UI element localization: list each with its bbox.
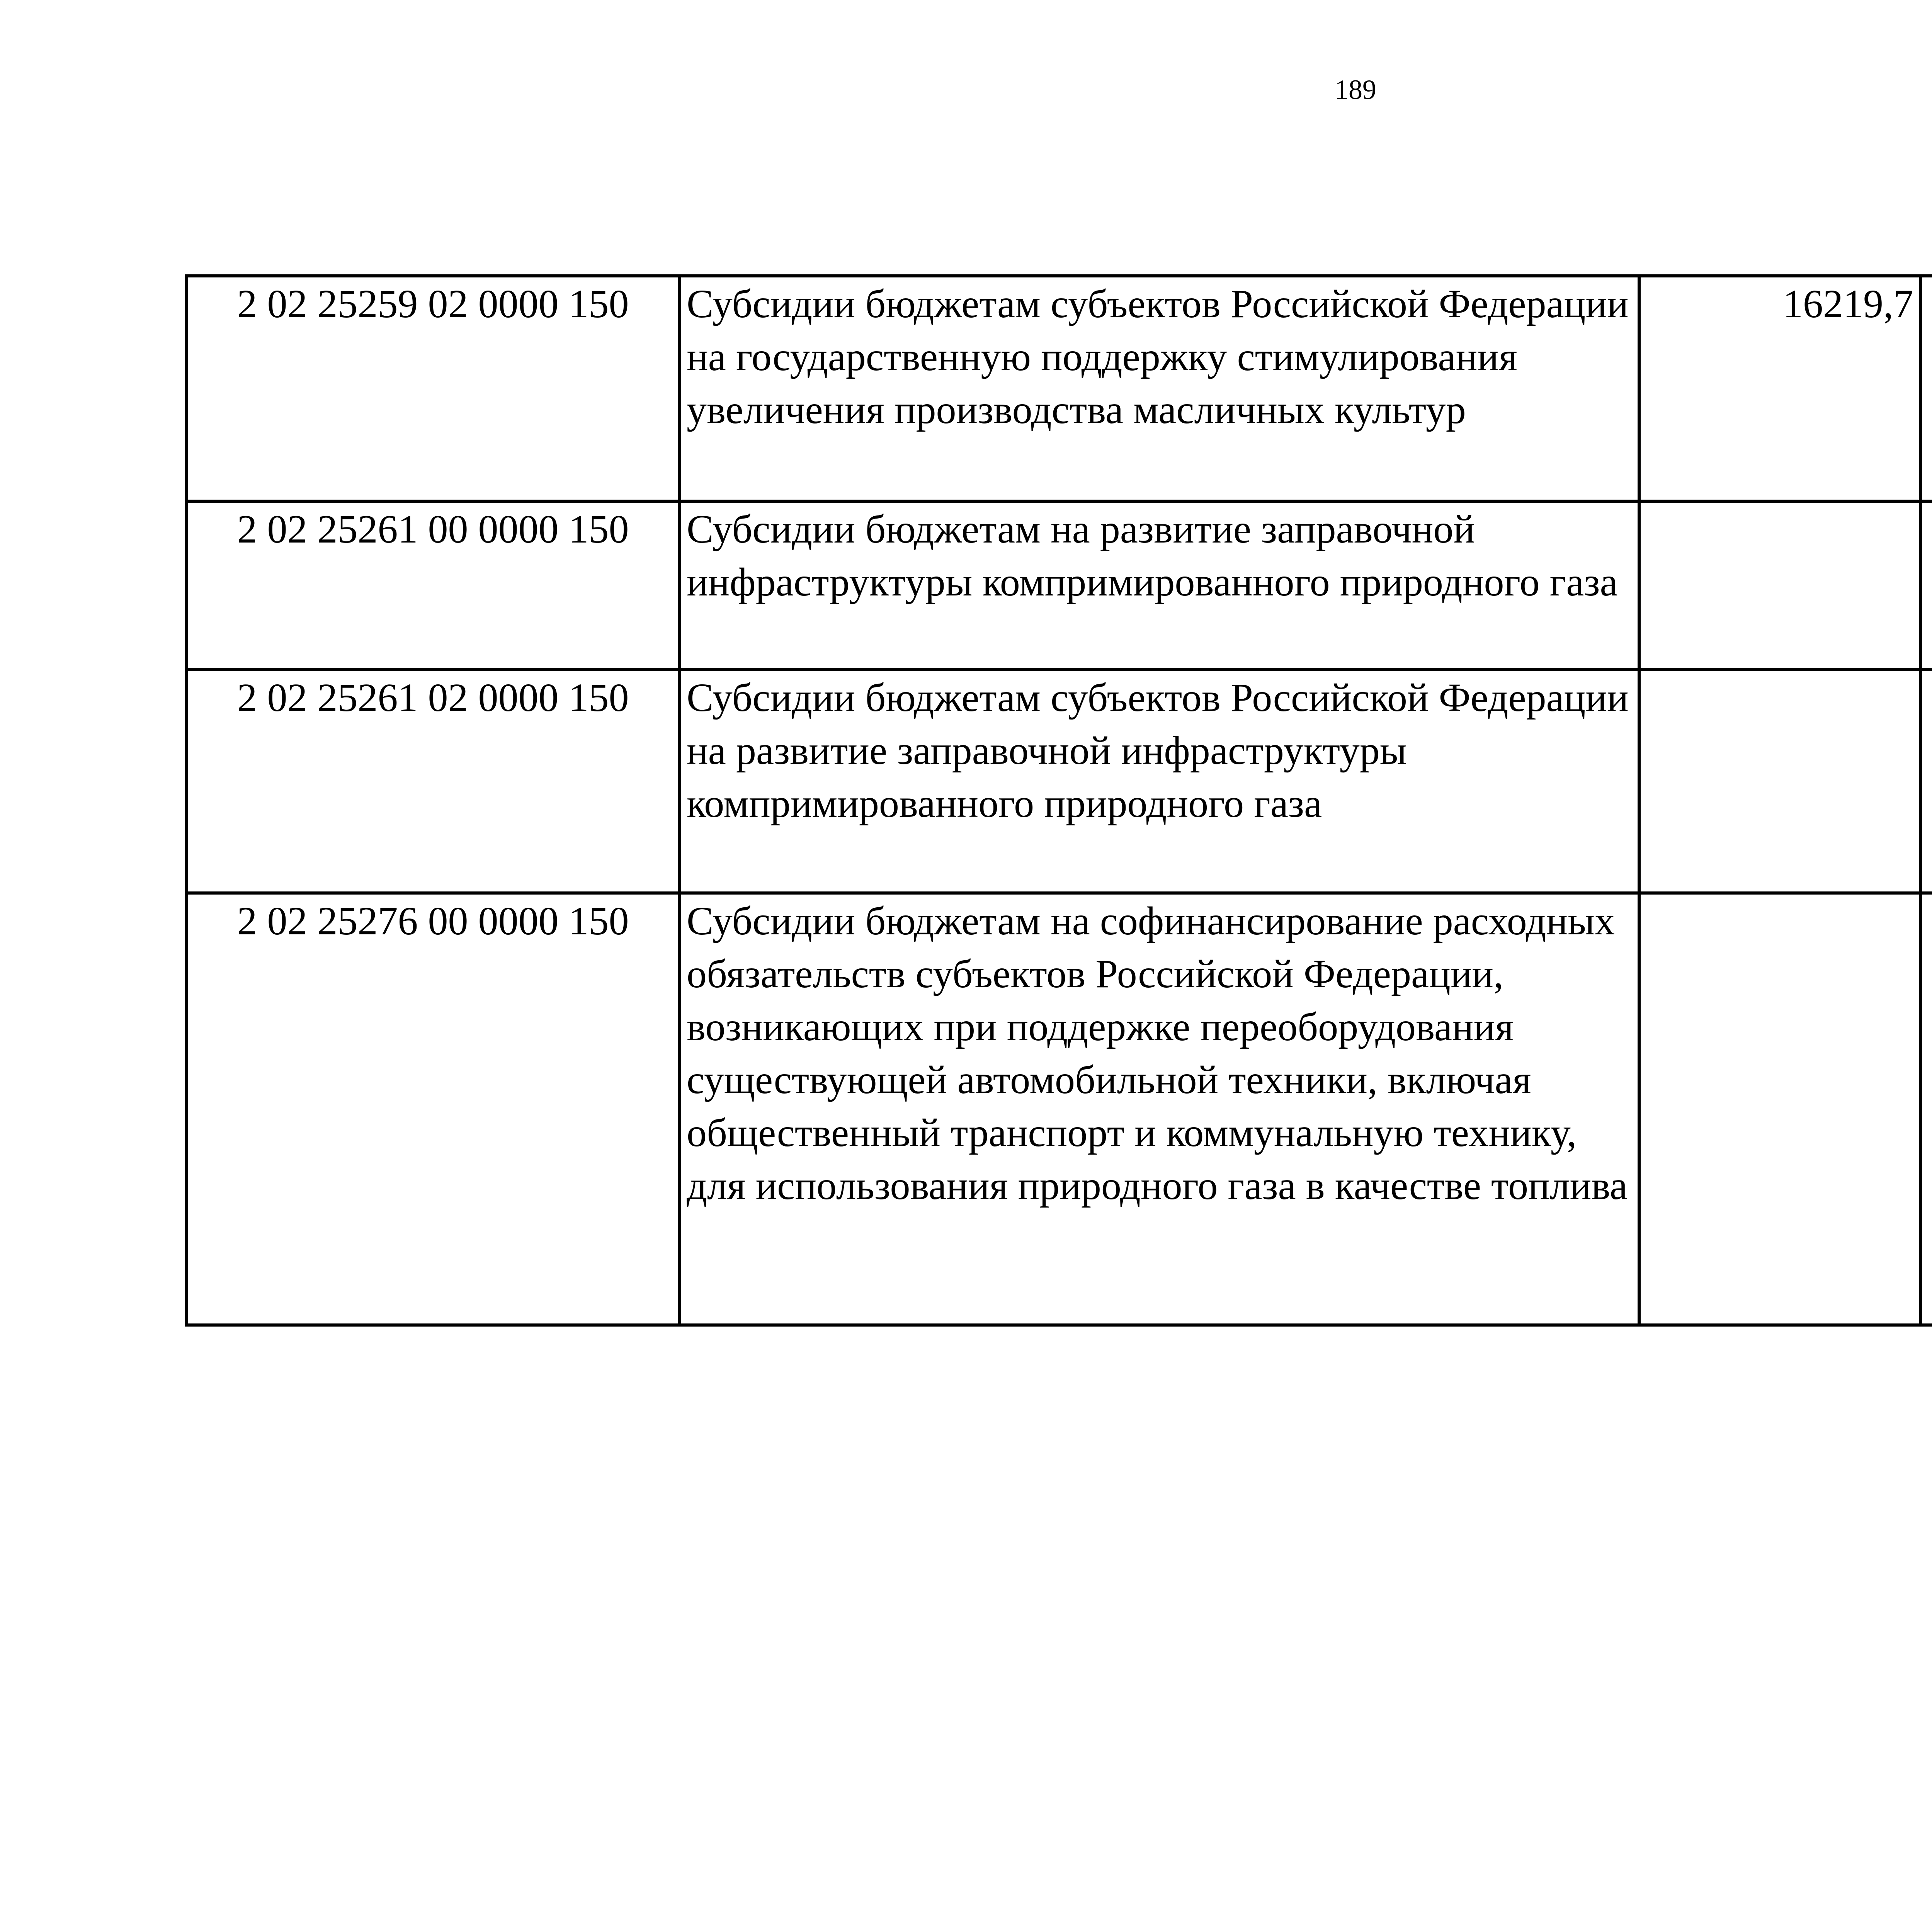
table-row bbox=[186, 501, 1932, 670]
value-cell-1 bbox=[1639, 670, 1920, 893]
budget-code-cell: 2 02 25276 00 0000 150 bbox=[186, 893, 680, 1325]
value-cell-2 bbox=[1920, 501, 1932, 670]
value-cell-1: 16219,7 bbox=[1639, 276, 1920, 501]
budget-revenue-table bbox=[185, 274, 1932, 1327]
value-cell-2 bbox=[1920, 893, 1932, 1325]
value-cell-1 bbox=[1639, 501, 1920, 670]
value-cell-2 bbox=[1920, 670, 1932, 893]
value-cell-2 bbox=[1920, 276, 1932, 501]
table-row bbox=[186, 276, 1932, 501]
page-number: 189 bbox=[1335, 74, 1376, 105]
description-cell: Субсидии бюджетам на развитие заправочной инфраструктуры компримированного природного газа bbox=[680, 501, 1639, 670]
description-cell: Субсидии бюджетам субъектов Российской Федерации на государственную поддержку стимулирования увеличения производства масличных культур bbox=[680, 276, 1639, 501]
description-cell: Субсидии бюджетам на софинансирование расходных обязательств субъектов Российской Федерации, возникающих при поддержке переоборудования существующей автомобильной техники, включая общественный транспорт и коммунальную технику, для использования природного газа в качестве топлива bbox=[680, 893, 1639, 1325]
budget-code-cell: 2 02 25261 00 0000 150 bbox=[186, 501, 680, 670]
table-row bbox=[186, 670, 1932, 893]
value-cell-1 bbox=[1639, 893, 1920, 1325]
description-cell: Субсидии бюджетам субъектов Российской Федерации на развитие заправочной инфраструктуры компримированного природного газа bbox=[680, 670, 1639, 893]
budget-code-cell: 2 02 25261 02 0000 150 bbox=[186, 670, 680, 893]
table-row bbox=[186, 893, 1932, 1325]
budget-code-cell: 2 02 25259 02 0000 150 bbox=[186, 276, 680, 501]
